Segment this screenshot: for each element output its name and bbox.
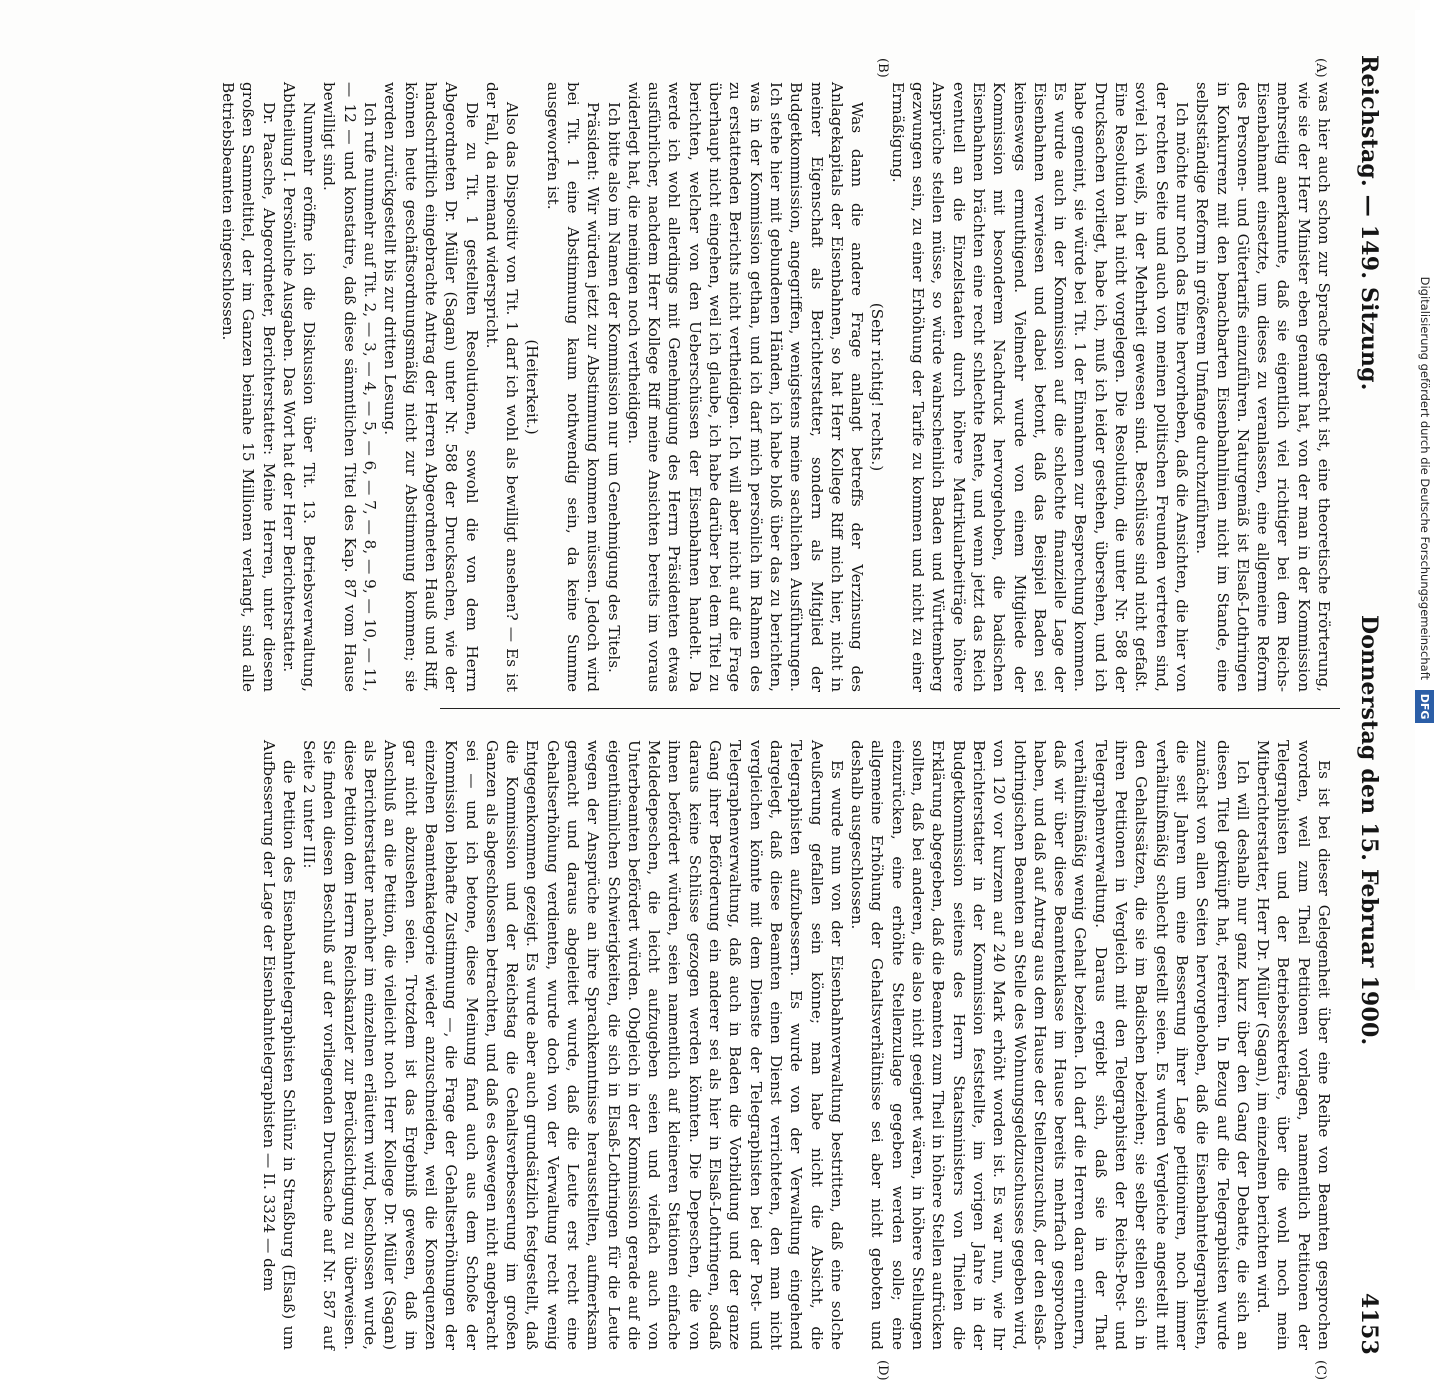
header-date: Donnerstag den 15. Februar 1900.	[1356, 615, 1382, 1046]
digitization-text: Digitalisierung gefördert durch die Deutsche Forschungsgemeinschaft	[1418, 276, 1432, 681]
column-divider	[440, 708, 1340, 709]
left-column	[218, 82, 1334, 692]
marker-a: (A)	[1313, 58, 1328, 78]
paragraph: Es ist bei dieser Gelegenheit über eine Reihe von Beamten gesprochen worden, weil zum Theil Petitionen vorlagen, namentlich Petitionen der Telegraphisten und der Betriebssekretäre, über die wohl noch mein Mitberichterstatter, Herr Dr. Müller (Sagan), im einzelnen berichten wird.	[1254, 740, 1333, 1350]
paragraph: Nunmehr eröffne ich die Diskussion über Tit. 13. Betriebsverwaltung, Abtheilung I. Persönliche Ausgaben. Das Wort hat der Herr Berichterstatter.	[279, 82, 319, 692]
interjection: (Heiterkeit.)	[523, 339, 542, 435]
header-title: Reichstag. — 149. Sitzung.	[1356, 55, 1382, 391]
paragraph: Ich will deshalb nur ganz kurz über den Gang der Debatte, die sich an diesen Titel geknüpft hat, referiren. In Bezug auf die Telegraphisten wurde zunächst von allen Seiten hervorgehoben, daß die Eisenbahntelegraphisten, die seit Jahren um eine Besserung ihrer Lage petitioniren, noch immer verhältnißmäßig schlecht gestellt seien. Es wurden Vergleiche angestellt mit den Gehaltssätzen, die sie im Badischen beziehen; sie selber stellen sich in ihren Petitionen in Vergleich mit den Telegraphisten der Reichs-Post- und Telegraphenverwaltung. Daraus ergiebt sich, daß sie in der That verhältnißmäßig wenig Gehalt beziehen. Ich darf die Herren daran erinnern, daß wir über diese Beamtenklasse im Hause bereits mehrfach gesprochen haben, und daß auf Antrag aus dem Hause der Stellenzuschuß, der den elsaß-lothringischen Beamten an Stelle des Wohnungsgeldzuschusses gegeben wird, von 120 vor kurzem auf 240 Mark erhöht worden ist. Es war nun, wie Ihr Berichterstatter in der Kommission feststellte, im vorigen Jahre in der Budgetkommission seitens des Herrn Staatsministers von Thielen die Erklärung abgegeben, daß die Beamten zum Theil in höhere Stellen aufrücken sollten, daß bei anderen, die also nicht geeignet wären, in höhere Stellungen einzurücken, eine erhöhte Stellenzulage gegeben werden solle; eine allgemeine Erhöhung der Gehaltsverhältnisse sei aber nicht geboten und deshalb ausgeschlossen.	[848, 740, 1252, 1350]
marker-b: (B)	[875, 58, 890, 78]
paragraph: Ich rufe nunmehr auf Tit. 2, — 3, — 4, — 5, — 6, — 7, — 8, — 9, — 10, — 11, — 12 — und konstatire, daß diese sämmtlichen Titel des Kap. 87 vom Hause bewilligt sind.	[320, 82, 380, 692]
paragraph: Was dann die andere Frage anlangt betreffs der Verzinsung des Anlagekapitals der Eisenbahnen, so hat Herr Kollege Riff mich hier, nicht in meiner Eigenschaft als Berichterstatter, sondern als Mitglied der Budgetkommission, angegriffen, wenigstens meine sachlichen Ausführungen. Ich stehe hier mit gebundenen Händen, ich habe bloß über das zu berichten, was in der Kommission gethan, und ich darf mich persönlich im Rahmen des zu erstattenden Berichts nicht vertheidigen. Ich will aber nicht auf die Frage überhaupt nicht eingehen, weil ich glaube, ich habe darüber bei dem Titel zu berichten, welcher von den Ueberschüssen der Eisenbahnen handelt. Da werde ich wohl allerdings mit Genehmigung des Herrn Präsidenten etwas ausführlicher, nachdem Herr Kollege Riff meine Ansichten bereits im voraus widerlegt hat, die meinigen noch vertheidigen.	[624, 82, 867, 692]
paragraph: Es wurde nun von der Eisenbahnverwaltung bestritten, daß eine solche Aeußerung gefallen sein könne; man habe nicht die Absicht, die Telegraphisten aufzubessern. Es wurde von der Verwaltung eingehend dargelegt, daß diese Beamten einen Dienst verrichteten, den man nicht vergleichen könnte mit dem Dienste der Telegraphisten bei der Post- und Telegraphenverwaltung, daß auch in Baden die Vorbildung und der ganze Gang ihrer Beförderung ein anderer sei als hier in Elsaß-Lothringen, sodaß daraus keine Schlüsse gezogen werden könnten. Die Depeschen, die von ihnen befördert würden, seien namentlich auf kleineren Stationen einfache Meldedepeschen, die leicht aufzugeben seien und vielfach auch von Unterbeamten befördert würden. Obgleich in der Kommission gerade auf die eigenthümlichen Schwierigkeiten, die sich in Elsaß-Lothringen für die Leute wegen der Ansprüche an ihre Sprachkenntnisse herausstellten, aufmerksam gemacht und daraus abgeleitet wurde, daß die Leute erst recht eine Gehaltserhöhung verdienten, wurde doch von der Verwaltung recht wenig Entgegenkommen gezeigt. Es wurde aber auch grundsätzlich festgestellt, daß die Kommission und der Reichstag die Gehaltsverbesserung im großen Ganzen als abgeschlossen betrachten, und daß es deswegen nicht angebracht sei — und ich betone, diese Meinung fand auch aus dem Schoße der Kommission lebhafte Zustimmung —, die Frage der Gehaltserhöhungen der einzelnen Beamtenkategorie wieder anzuschneiden, weil die Konsequenzen gar nicht abzusehen seien. Trotzdem ist das Ergebniß gewesen, daß im Anschluß an die Petition, die vielleicht noch Herr Kollege Dr. Müller (Sagan) als Berichterstatter nachher im einzelnen erläutern wird, beschlossen wurde, diese Petition dem Herrn Reichskanzler zur Berücksichtigung zu überweisen. Sie finden diesen Beschluß auf der vorliegenden Drucksache auf Nr. 587 auf Seite 2 unter III:	[300, 740, 846, 1350]
right-column	[259, 740, 1334, 1350]
paragraph: die Petition des Eisenbahntelegraphisten Schlünz in Straßburg (Elsaß) um Aufbesserung der Lage der Eisenbahntelegraphisten — II. 3324 — dem	[259, 740, 298, 1350]
paragraph: Also das Dispositiv von Tit. 1 darf ich wohl als bewilligt ansehen? — Es ist der Fall, da niemand widerspricht.	[482, 82, 522, 692]
paragraph: Ich möchte nur noch das Eine hervorheben, daß die Ansichten, die hier von der rechten Seite und auch von meinen politischen Freunden vertreten sind, soviel ich weiß, in der Mehrheit gewesen sind. Beschlüsse sind nicht gefaßt. Eine Resolution hat nicht vorgelegen. Die Resolution, die unter Nr. 588 der Drucksachen vorliegt, habe ich, muß ich leider gestehen, übersehen, und ich habe gemeint, sie würde bei Tit. 1 der Einnahmen zur Besprechung kommen. Es wurde auch in der Kommission auf die schlechte finanzielle Lage der Eisenbahnen verwiesen und dabei betont, daß das Beispiel Baden sei keineswegs ermuthigend. Vielmehr wurde von einem Mitgliede der Kommission mit besonderem Nachdruck hervorgehoben, die badischen Eisenbahnen brächten eine recht schlechte Rente, und wenn jetzt das Reich eventuell an die Einzelstaaten durch höhere Matrikularbeiträge höhere Ansprüche stellen müsse, so würde wahrscheinlich Baden und Württemberg gezwungen sein, zu einer Erhöhung der Tarife zu kommen und nicht zu einer Ermäßigung.	[888, 82, 1191, 692]
paragraph: was hier auch schon zur Sprache gebracht ist, eine theoretische Erörterung, wie sie der Herr Minister eben genannt hat, von der man in der Kommission mehrseitig anerkannte, daß sie eigentlich viel richtiger bei dem Reichs-Eisenbahnamt einsetzte, um dieses zu veranlassen, eine allgemeine Reform des Personen- und Gütertarifs einzuführen. Naturgemäß ist Elsaß-Lothringen in Konkurrenz mit den benachbarten Eisenbahnlinien nicht im Stande, eine selbstständige Reform in größerem Umfange durchzuführen.	[1193, 82, 1333, 692]
page-number: 4153	[1356, 1292, 1382, 1355]
dfg-logo: DFG	[1415, 690, 1434, 724]
paragraph: Dr. Paasche, Abgeordneter, Berichterstatter: Meine Herren, unter diesem großen Sammeltitel, der im Ganzen beinahe 15 Millionen verlangt, sind alle Betriebsbeamten eingeschlossen.	[218, 82, 278, 692]
interjection: (Sehr richtig! rechts.)	[868, 302, 887, 472]
paragraph: Ich bitte also im Namen der Kommission nur um Genehmigung des Titels.	[604, 102, 623, 673]
marker-c: (C)	[1313, 1360, 1328, 1381]
page-header	[1350, 55, 1382, 1355]
marker-d: (D)	[875, 1360, 890, 1381]
paragraph: Präsident: Wir würden jetzt zur Abstimmung kommen müssen. Jedoch wird bei Tit. 1 eine Abstimmung kaum nothwendig sein, da keine Summe ausgeworfen ist.	[543, 82, 603, 692]
digitization-note	[1415, 10, 1434, 990]
paragraph: Die zu Tit. 1 gestellten Resolutionen, sowohl die von dem Herrn Abgeordneten Dr. Müller (Sagan) unter Nr. 588 der Drucksachen, wie der handschriftlich eingebrachte Antrag der Herren Abgeordneten Hauß und Riff, können heute geschäftsordnungsmäßig nicht zur Abstimmung kommen; sie werden zurückgestellt bis zur dritten Lesung.	[381, 82, 481, 692]
